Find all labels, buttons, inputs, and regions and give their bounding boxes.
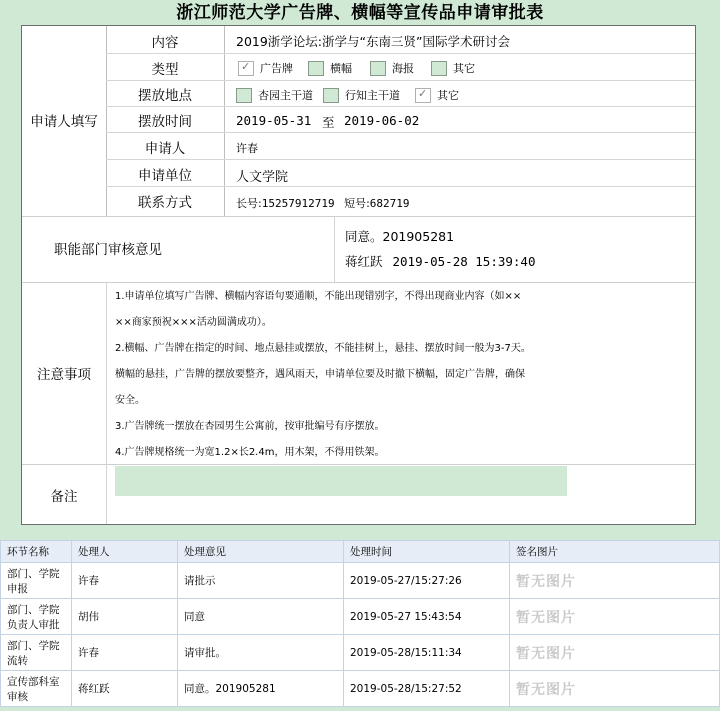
applicant-section-label: 申请人填写 xyxy=(30,114,98,130)
divider xyxy=(106,132,695,133)
location-label: 摆放地点 xyxy=(138,88,192,104)
type-label: 类型 xyxy=(151,62,179,78)
table-row xyxy=(1,599,720,635)
page-title: 浙江师范大学广告牌、横幅等宣传品申请审批表 xyxy=(176,3,544,23)
signature-placeholder: 暂无图片 xyxy=(510,671,720,707)
type-option[interactable]: 横幅 xyxy=(308,60,352,76)
contact-value: 长号:15257912719 短号:682719 xyxy=(236,197,410,210)
checkbox[interactable] xyxy=(308,61,324,76)
signature-placeholder: 暂无图片 xyxy=(510,563,720,599)
time-cell: 2019-05-27/15:27:26 xyxy=(344,563,510,599)
unit-value: 人文学院 xyxy=(236,170,289,185)
applicant-value: 许春 xyxy=(236,142,258,155)
table-row xyxy=(1,635,720,671)
divider xyxy=(22,216,695,217)
note-line: 3.广告牌统一摆放在杏园男生公寓前，按审批编号有序摆放。 xyxy=(115,421,385,432)
time-cell: 2019-05-27 15:43:54 xyxy=(344,599,510,635)
review-label: 职能部门审核意见 xyxy=(54,242,162,258)
divider xyxy=(22,282,695,283)
approval-flow-table xyxy=(0,540,720,707)
column-header: 环节名称 xyxy=(1,541,72,563)
time-start: 2019-05-31 xyxy=(236,113,312,128)
time-cell: 2019-05-28/15:11:34 xyxy=(344,635,510,671)
opinion-cell: 请审批。 xyxy=(178,635,344,671)
table-row xyxy=(1,671,720,707)
opinion-cell: 请批示 xyxy=(178,563,344,599)
checkbox[interactable] xyxy=(236,88,252,103)
unit-label: 申请单位 xyxy=(138,168,192,184)
column-header: 处理意见 xyxy=(178,541,344,563)
time-end: 2019-06-02 xyxy=(344,113,420,128)
divider xyxy=(106,464,107,524)
time-to: 至 xyxy=(322,115,335,130)
review-opinion: 同意。201905281 xyxy=(345,229,455,244)
checkbox[interactable] xyxy=(431,61,447,76)
location-option[interactable]: ✓ 其它 xyxy=(415,87,459,103)
type-option[interactable]: 其它 xyxy=(431,60,475,76)
divider xyxy=(106,106,695,107)
type-option[interactable]: 海报 xyxy=(370,60,414,76)
table-row xyxy=(1,563,720,599)
signature-placeholder: 暂无图片 xyxy=(510,635,720,671)
note-line: 横幅的悬挂，广告牌的摆放要整齐，遇风雨天，申请单位要及时撤下横幅，固定广告牌，确保 xyxy=(115,369,525,380)
note-line: 1.申请单位填写广告牌、横幅内容语句要通顺，不能出现错别字，不得出现商业内容（如×× xyxy=(115,291,522,302)
applicant-label: 申请人 xyxy=(144,141,186,157)
notes-label: 注意事项 xyxy=(37,367,91,383)
step-cell: 宣传部科室审核 xyxy=(1,671,72,707)
content-label: 内容 xyxy=(151,35,179,51)
handler-cell: 许春 xyxy=(72,635,178,671)
content-value: 2019浙学论坛:浙学与“东南三贤”国际学术研讨会 xyxy=(236,34,510,49)
review-signature: 蒋红跃 2019-05-28 15:39:40 xyxy=(345,254,536,269)
note-line: 2.横幅、广告牌在指定的时间、地点悬挂或摆放，不能挂树上，悬挂、摆放时间一般为3-7天。 xyxy=(115,343,531,354)
divider xyxy=(334,216,335,282)
time-label: 摆放时间 xyxy=(138,114,192,130)
divider xyxy=(106,159,695,160)
checkbox-checked[interactable] xyxy=(238,61,254,76)
remark-label: 备注 xyxy=(50,489,78,505)
handler-cell: 许春 xyxy=(72,563,178,599)
column-header: 处理时间 xyxy=(344,541,510,563)
opinion-cell: 同意。201905281 xyxy=(178,671,344,707)
column-header: 处理人 xyxy=(72,541,178,563)
checkbox[interactable] xyxy=(323,88,339,103)
note-line: 安全。 xyxy=(115,395,145,406)
location-option[interactable]: 杏园主干道 xyxy=(236,87,313,103)
signature-placeholder: 暂无图片 xyxy=(510,599,720,635)
application-form xyxy=(21,25,696,525)
step-cell: 部门、学院流转 xyxy=(1,635,72,671)
contact-label: 联系方式 xyxy=(138,195,192,211)
divider xyxy=(106,186,695,187)
divider xyxy=(106,80,695,81)
divider xyxy=(224,26,225,216)
handler-cell: 蒋红跃 xyxy=(72,671,178,707)
location-option[interactable]: 行知主干道 xyxy=(323,87,400,103)
divider xyxy=(106,53,695,54)
divider xyxy=(106,282,107,464)
notes-content xyxy=(115,284,685,466)
column-header: 签名图片 xyxy=(510,541,720,563)
checkbox-checked[interactable] xyxy=(415,88,431,103)
opinion-cell: 同意 xyxy=(178,599,344,635)
remark-field[interactable] xyxy=(115,466,567,496)
handler-cell: 胡伟 xyxy=(72,599,178,635)
step-cell: 部门、学院负责人审批 xyxy=(1,599,72,635)
note-line: 4.广告牌规格统一为宽1.2×长2.4m，用木架，不得用铁架。 xyxy=(115,447,385,458)
table-header-row xyxy=(1,541,720,563)
step-cell: 部门、学院申报 xyxy=(1,563,72,599)
time-cell: 2019-05-28/15:27:52 xyxy=(344,671,510,707)
checkbox[interactable] xyxy=(370,61,386,76)
type-option[interactable]: ✓ 广告牌 xyxy=(238,60,293,76)
note-line: ××商家预祝×××活动圆满成功）。 xyxy=(115,317,272,328)
